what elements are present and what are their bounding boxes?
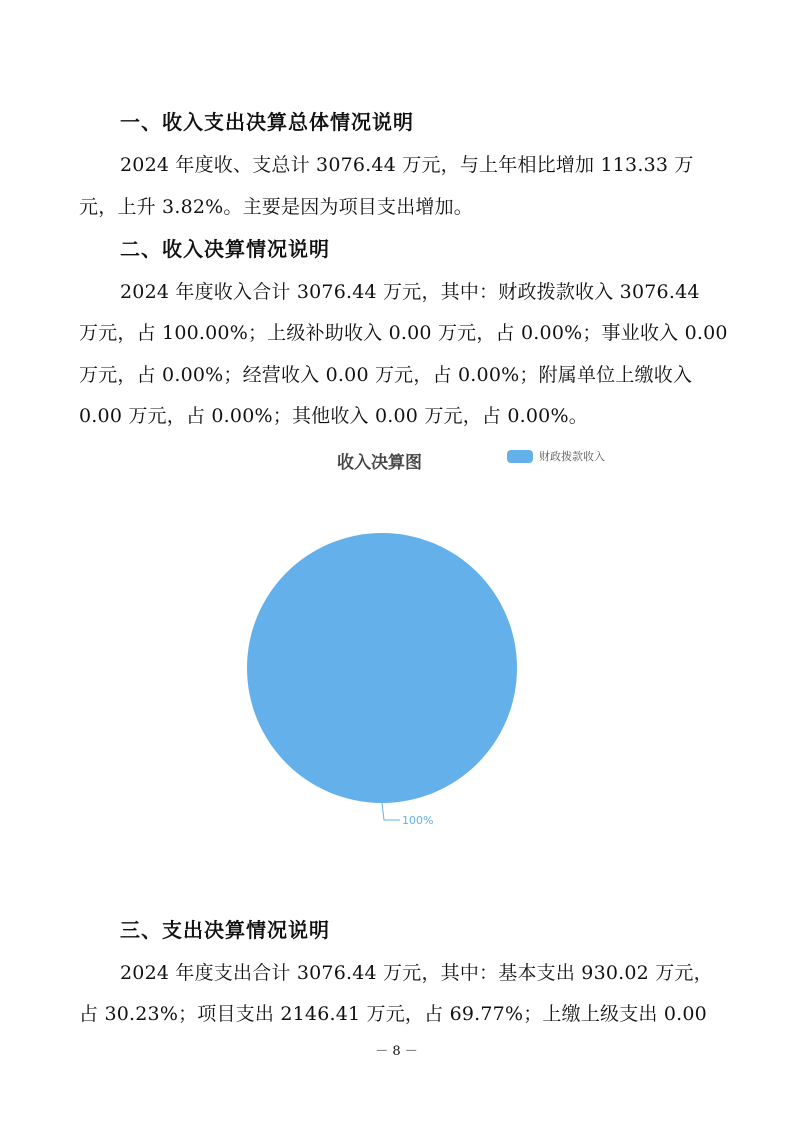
pie-chart xyxy=(240,530,540,840)
legend-label: 财政拨款收入 xyxy=(539,450,605,463)
section-1-text-line-2: 元，上升 3.82%。主要是因为项目支出增加。 xyxy=(79,196,473,218)
pie-leader-line xyxy=(382,803,400,820)
section-2-text-line-3: 万元，占 0.00%；经营收入 0.00 万元，占 0.00%；附属单位上缴收入 xyxy=(79,364,693,386)
chart-legend xyxy=(507,448,605,464)
section-2-text-line-2: 万元，占 100.00%；上级补助收入 0.00 万元，占 0.00%；事业收入 0.00 xyxy=(79,322,728,344)
section-3-heading: 三、支出决算情况说明 xyxy=(120,918,330,942)
chart-title: 收入决算图 xyxy=(337,453,422,473)
section-3-text-line-2: 占 30.23%；项目支出 2146.41 万元，占 69.77%；上缴上级支出 0.00 xyxy=(79,1003,707,1025)
legend-swatch xyxy=(507,450,533,463)
section-2-heading: 二、收入决算情况说明 xyxy=(120,237,330,261)
section-2-text-line-4: 0.00 万元，占 0.00%；其他收入 0.00 万元，占 0.00%。 xyxy=(79,405,588,427)
page-number: － 8 － xyxy=(375,1044,418,1059)
section-1-heading: 一、收入支出决算总体情况说明 xyxy=(120,110,414,134)
pie-slice-label: 100% xyxy=(402,814,434,827)
section-3-text-line-1: 2024 年度支出合计 3076.44 万元，其中：基本支出 930.02 万元， xyxy=(120,962,713,984)
section-1-text-line-1: 2024 年度收、支总计 3076.44 万元，与上年相比增加 113.33 万 xyxy=(120,154,694,176)
section-2-text-line-1: 2024 年度收入合计 3076.44 万元，其中：财政拨款收入 3076.44 xyxy=(120,281,700,303)
pie-slice-fiscal-appropriation xyxy=(247,533,517,803)
